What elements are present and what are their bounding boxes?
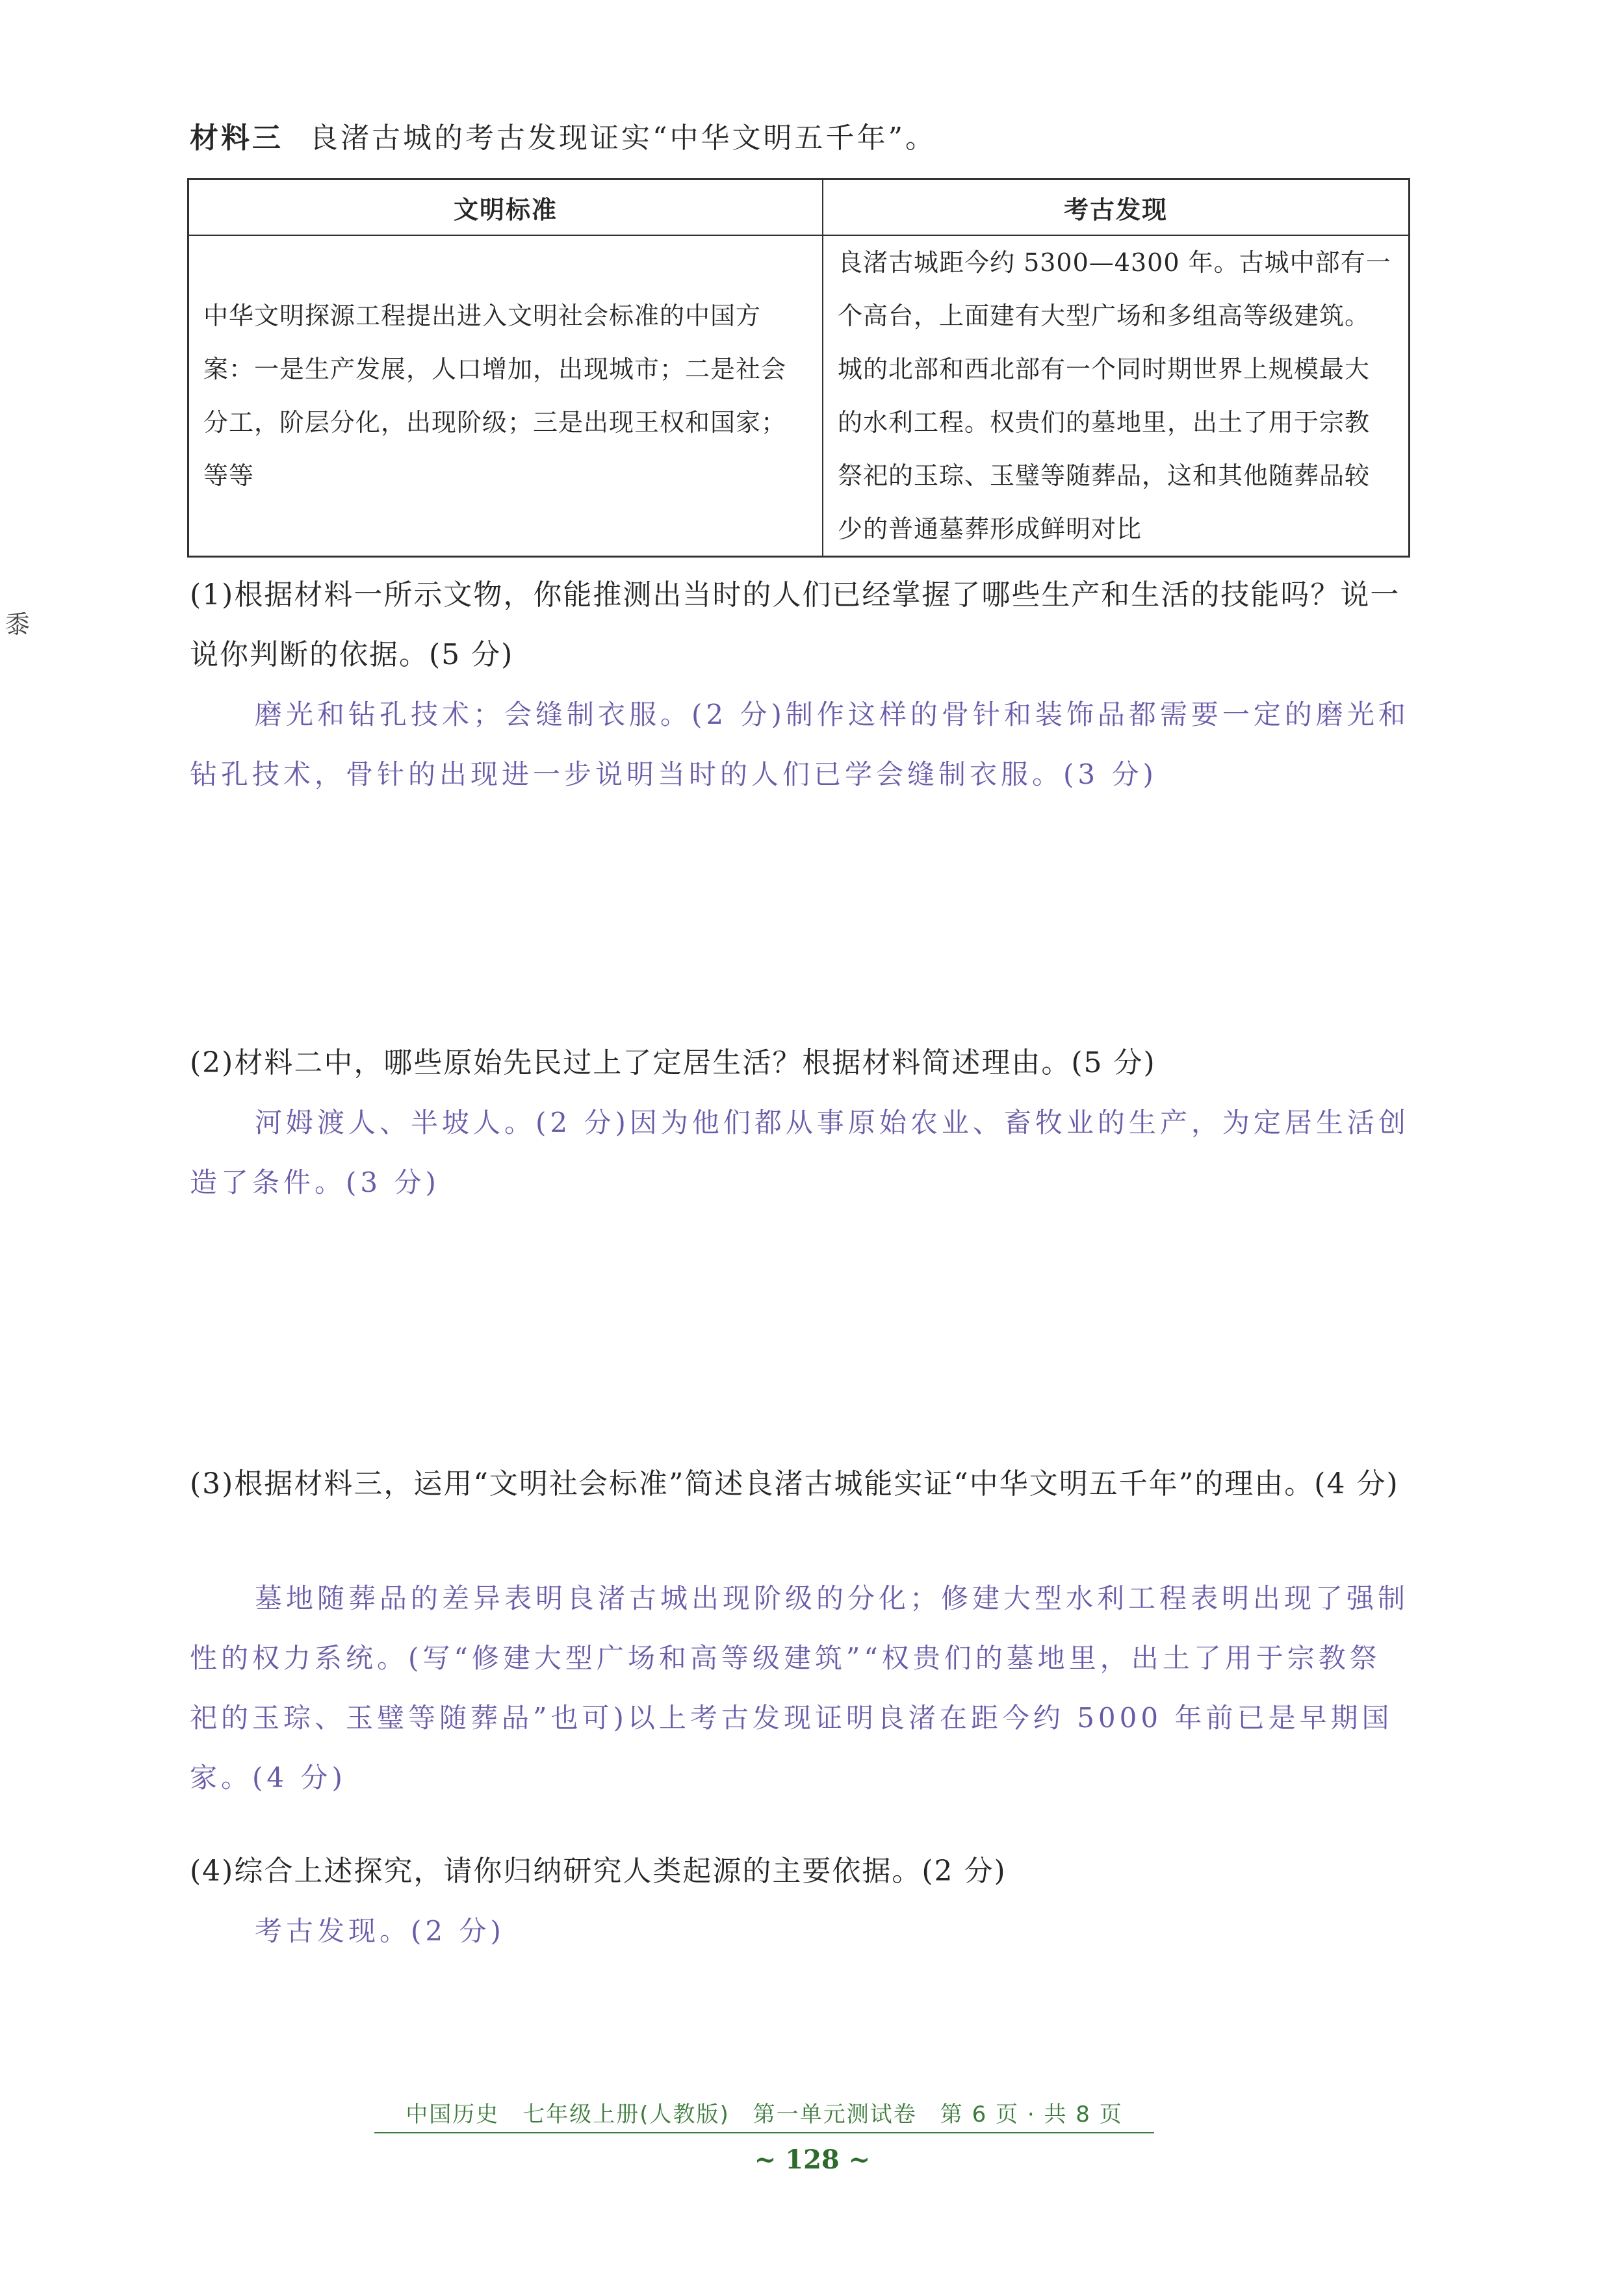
- header-standard: 文明标准: [188, 179, 823, 236]
- question-2: (2)材料二中，哪些原始先民过上了定居生活？根据材料简述理由。(5 分): [190, 1046, 1156, 1079]
- civilization-table: [187, 178, 1410, 558]
- page-number: ~ 128 ~: [754, 2144, 871, 2175]
- table-row: [188, 235, 1410, 557]
- question-3: (3)根据材料三，运用“文明社会标准”简述良渚古城能实证“中华文明五千年”的理由。(4 分): [190, 1467, 1399, 1500]
- table-header-row: [188, 179, 1410, 236]
- material-three-title: [190, 114, 936, 156]
- question-4: (4)综合上述探究，请你归纳研究人类起源的主要依据。(2 分): [190, 1855, 1007, 1888]
- header-discovery: 考古发现: [823, 179, 1410, 236]
- answer-3: 墓地随葬品的差异表明良渚古城出现阶级的分化；修建大型水利工程表明出现了强制性的权力系统。(写“修建大型广场和高等级建筑”“权贵们的墓地里，出土了用于宗教祭祀的玉琮、玉璧等随葬品”也可)以上考古发现证明良渚在距今约 5000 年前已是早期国家。(4 分): [190, 1582, 1410, 1794]
- material-label: 材料三: [190, 122, 283, 155]
- cell-discovery: 良渚古城距今约 5300—4300 年。古城中部有一个高台，上面建有大型广场和多组高等级建筑。城的北部和西北部有一个同时期世界上规模最大的水利工程。权贵们的墓地里，出土了用于宗教祭祀的玉琮、玉璧等随葬品，这和其他随葬品较少的普通墓葬形成鲜明对比: [823, 235, 1410, 557]
- answer-4: 考古发现。(2 分): [255, 1915, 505, 1947]
- answer-2: 河姆渡人、半坡人。(2 分)因为他们都从事原始农业、畜牧业的生产，为定居生活创造了条件。(3 分): [190, 1107, 1410, 1198]
- question-1: (1)根据材料一所示文物，你能推测出当时的人们已经掌握了哪些生产和生活的技能吗？说一说你判断的依据。(5 分): [190, 578, 1400, 671]
- footer-info: 中国历史 七年级上册(人教版) 第一单元测试卷 第 6 页 · 共 8 页: [374, 2096, 1154, 2133]
- margin-mark: 黍: [5, 610, 31, 639]
- cell-standard: 中华文明探源工程提出进入文明社会标准的中国方案：一是生产发展，人口增加，出现城市；二是社会分工，阶层分化，出现阶级；三是出现王权和国家；等等: [188, 235, 823, 557]
- answer-1: 磨光和钻孔技术；会缝制衣服。(2 分)制作这样的骨针和装饰品都需要一定的磨光和钻孔技术，骨针的出现进一步说明当时的人们已学会缝制衣服。(3 分): [190, 699, 1410, 790]
- material-caption: 良渚古城的考古发现证实“中华文明五千年”。: [309, 122, 936, 155]
